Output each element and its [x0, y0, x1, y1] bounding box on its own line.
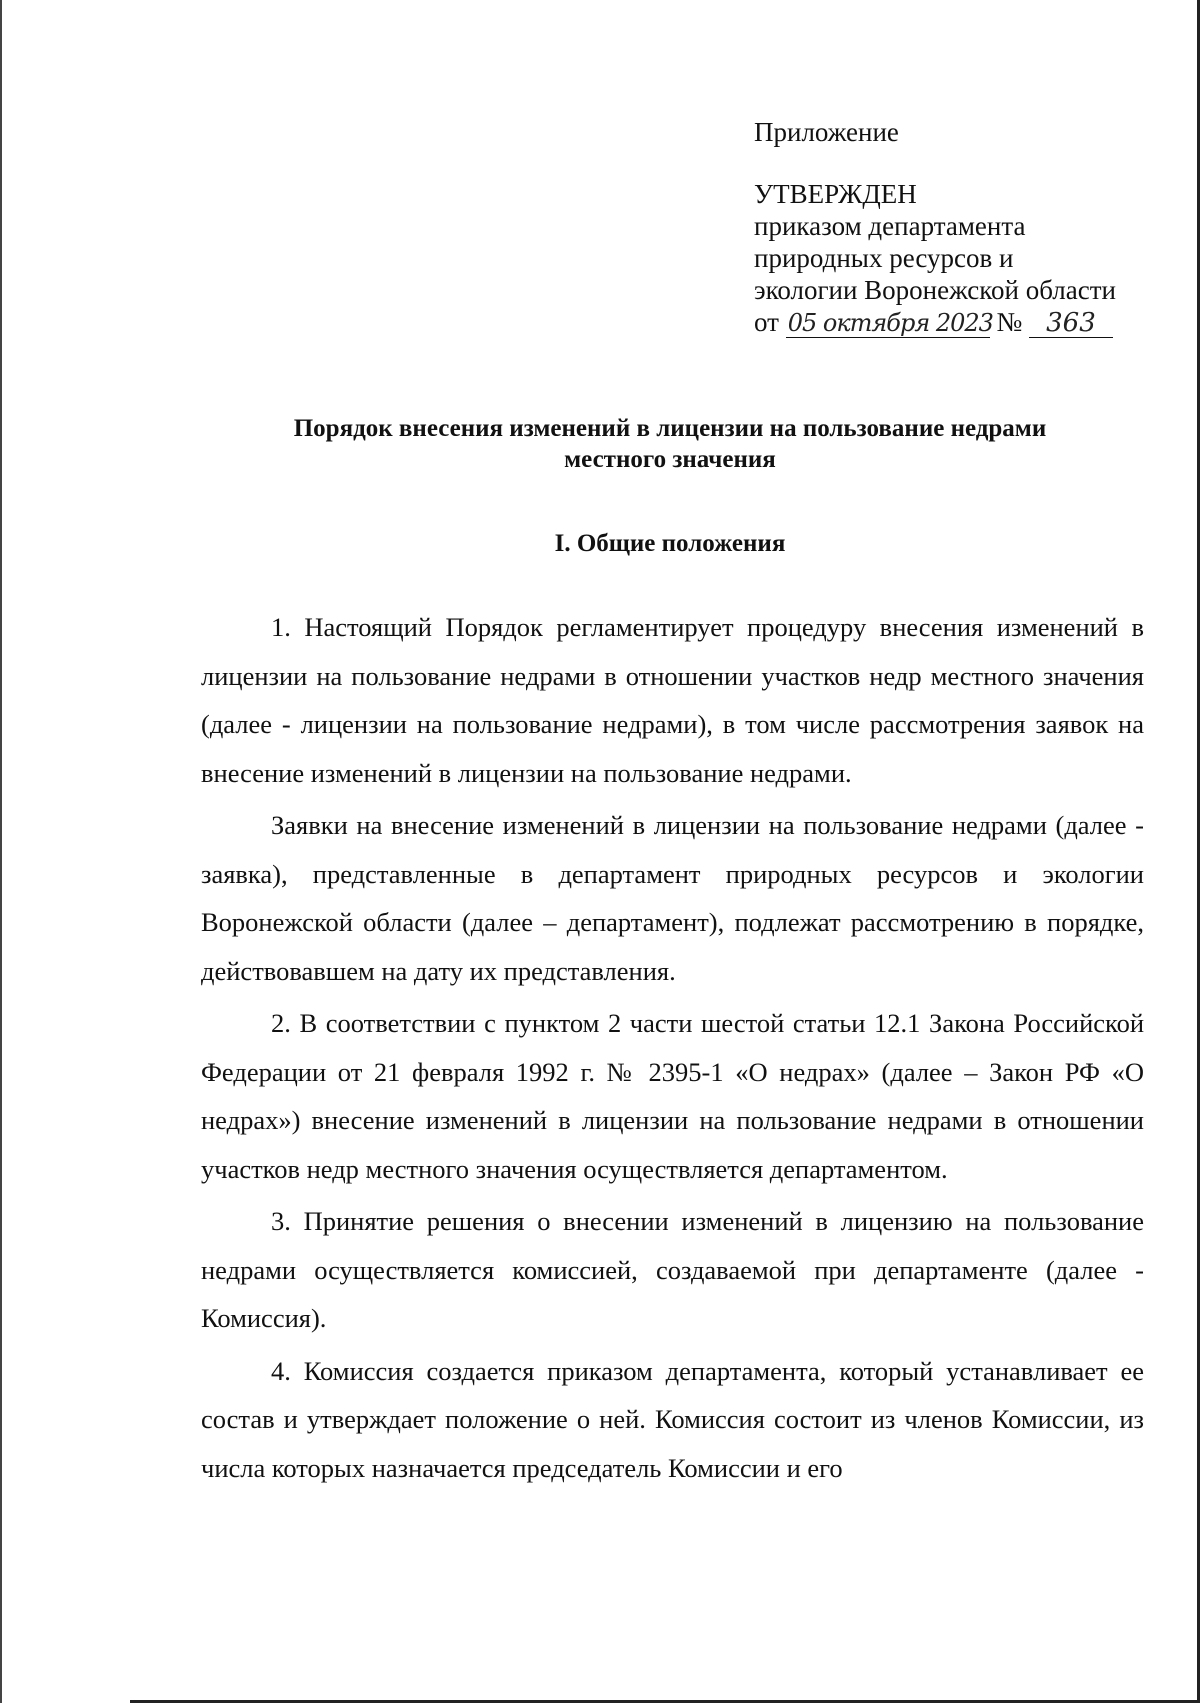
approval-line-2: природных ресурсов и [754, 243, 1014, 273]
title-line-2: местного значения [564, 446, 776, 473]
approval-line-3: экологии Воронежской области [754, 275, 1116, 305]
approval-date-line [754, 306, 1174, 338]
document-body [201, 603, 1144, 1492]
number-prefix: № [996, 307, 1023, 337]
paragraph-2: Заявки на внесение изменений в лицензии на пользование недрами (далее - заявка), представленные в департамент природных ресурсов и экологии Воронежской области (далее – департамент), подлежат рассмотрению в порядке, действовавшем на дату их представления. [201, 810, 1144, 986]
paragraph-5: 4. Комиссия создается приказом департамента, который устанавливает ее состав и утверждает положение о ней. Комиссия состоит из членов Комиссии, из числа которых назначается председатель Комиссии и его [201, 1355, 1144, 1483]
paragraph-4: 3. Принятие решения о внесении изменений в лицензию на пользование недрами осуществляется комиссией, создаваемой при департаменте (далее - Комиссия). [201, 1206, 1144, 1333]
approval-block [754, 116, 1174, 338]
approval-line-1: приказом департамента [754, 211, 1026, 241]
handwritten-number: 363 [1029, 309, 1113, 338]
date-prefix: от [754, 307, 779, 337]
handwritten-date: 05 октября 2023 [787, 309, 993, 337]
paragraph-3: 2. В соответствии с пунктом 2 части шестой статьи 12.1 Закона Российской Федерации от 21 февраля 1992 г. № 2395-1 «О недрах» (далее – Закон РФ «О недрах») внесение изменений в лицензии на пользование недрами в отношении участков недр местного значения осуществляется департаментом. [201, 1008, 1144, 1184]
approved-label: УТВЕРЖДЕН [754, 179, 917, 209]
annex-label: Приложение [754, 117, 899, 147]
scan-edge-left [0, 0, 2, 1703]
paragraph-1: 1. Настоящий Порядок регламентирует процедуру внесения изменений в лицензии на пользование недрами в отношении участков недр местного значения (далее - лицензии на пользование недрами), в том числе рассмотрения заявок на внесение изменений в лицензии на пользование недрами. [201, 612, 1144, 788]
section-heading: I. Общие положения [554, 530, 786, 557]
document-title [200, 413, 1140, 475]
title-line-1: Порядок внесения изменений в лицензии на пользование недрами [293, 415, 1047, 442]
